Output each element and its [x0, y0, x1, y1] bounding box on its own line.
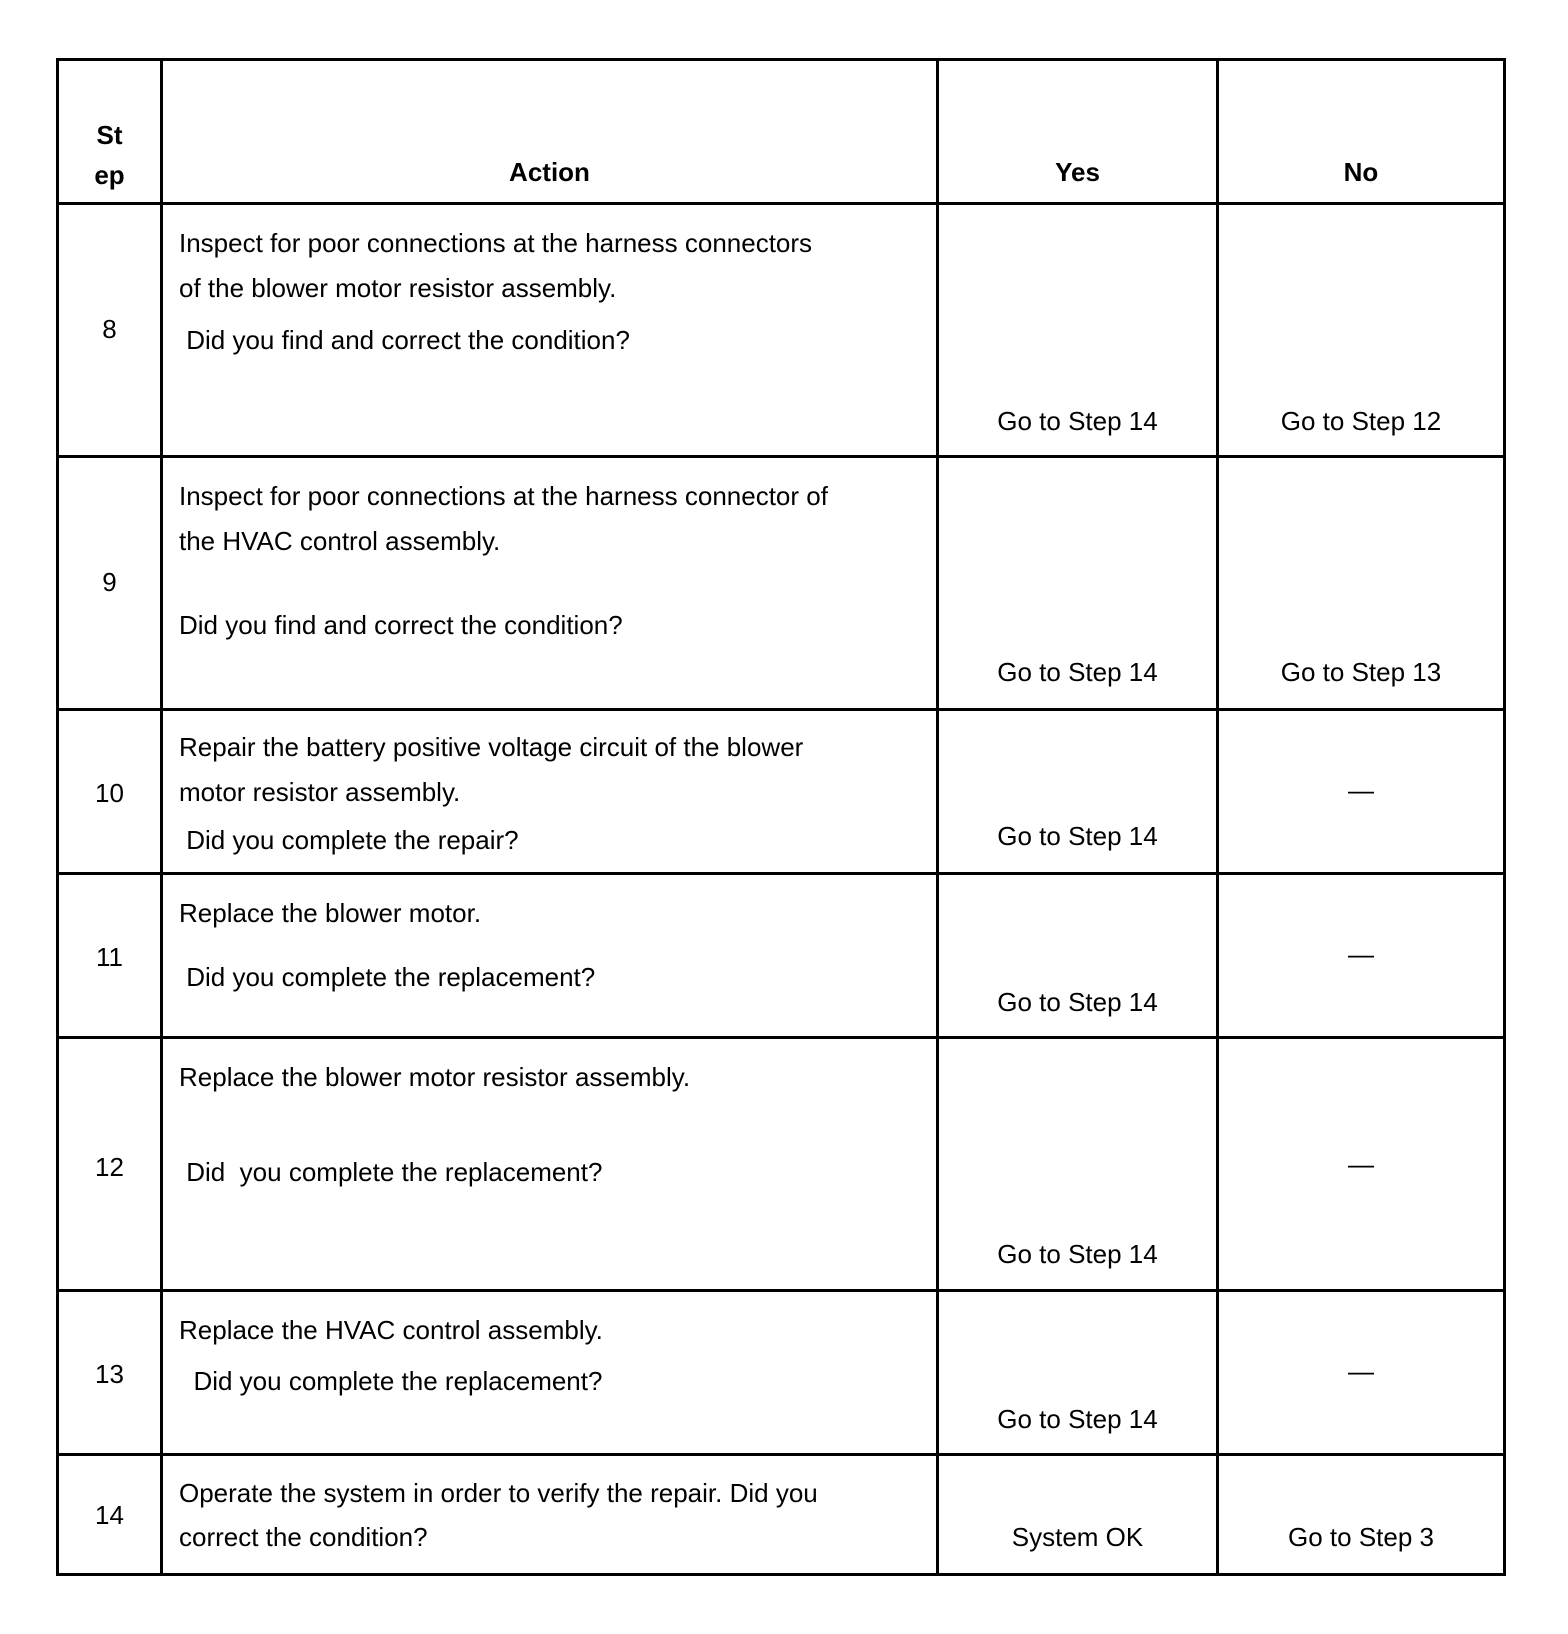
header-no-label: No	[1343, 157, 1379, 187]
no-result: Go to Step 13	[1280, 657, 1442, 687]
no-result: Go to Step 12	[1280, 406, 1442, 436]
table-row	[58, 710, 1505, 874]
action-text: of the blower motor resistor assembly.	[179, 273, 617, 303]
no-result-dash: —	[1348, 1356, 1374, 1386]
no-cell	[1218, 457, 1505, 710]
yes-result: Go to Step 14	[997, 406, 1158, 436]
yes-result: System OK	[1011, 1522, 1144, 1552]
action-text: Operate the system in order to verify the repair. Did you	[179, 1478, 818, 1508]
action-question: Did you complete the replacement?	[179, 1366, 603, 1396]
yes-result: Go to Step 14	[997, 821, 1158, 851]
no-result-dash: —	[1348, 1149, 1374, 1179]
step-number: 13	[95, 1359, 124, 1389]
table-header-row	[58, 60, 1505, 204]
action-cell	[162, 1291, 938, 1455]
action-cell	[162, 204, 938, 457]
action-text: the HVAC control assembly.	[179, 526, 501, 556]
no-cell	[1218, 1455, 1505, 1575]
action-cell	[162, 710, 938, 874]
step-number: 8	[102, 314, 117, 344]
step-cell	[58, 457, 162, 710]
action-text: motor resistor assembly.	[179, 777, 461, 807]
step-cell	[58, 1291, 162, 1455]
table-row	[58, 457, 1505, 710]
step-cell	[58, 874, 162, 1038]
action-text: Repair the battery positive voltage circuit of the blower	[179, 732, 804, 762]
step-number: 12	[95, 1152, 124, 1182]
header-yes-label: Yes	[1055, 157, 1100, 187]
header-action-label: Action	[509, 157, 590, 187]
step-cell	[58, 710, 162, 874]
step-number: 11	[96, 942, 123, 972]
yes-result: Go to Step 14	[997, 987, 1158, 1017]
no-cell	[1218, 874, 1505, 1038]
yes-cell	[938, 204, 1218, 457]
header-no	[1218, 60, 1505, 204]
yes-cell	[938, 457, 1218, 710]
header-step	[58, 60, 162, 204]
step-number: 14	[95, 1500, 124, 1530]
yes-cell	[938, 1291, 1218, 1455]
table-row	[58, 874, 1505, 1038]
no-cell	[1218, 204, 1505, 457]
action-cell	[162, 874, 938, 1038]
yes-cell	[938, 1455, 1218, 1575]
yes-result: Go to Step 14	[997, 1404, 1158, 1434]
table-row	[58, 1038, 1505, 1291]
no-cell	[1218, 710, 1505, 874]
step-number: 10	[95, 778, 124, 808]
action-question: Did you complete the replacement?	[179, 962, 596, 992]
no-result-dash: —	[1348, 775, 1374, 805]
no-cell	[1218, 1038, 1505, 1291]
yes-result: Go to Step 14	[997, 1239, 1158, 1269]
step-cell	[58, 1038, 162, 1291]
table-row	[58, 204, 1505, 457]
yes-cell	[938, 710, 1218, 874]
yes-cell	[938, 874, 1218, 1038]
diagnostic-table	[56, 58, 1506, 1576]
yes-cell	[938, 1038, 1218, 1291]
step-cell	[58, 1455, 162, 1575]
action-cell	[162, 1455, 938, 1575]
action-question: Did you find and correct the condition?	[179, 325, 630, 355]
action-text: Inspect for poor connections at the harness connectors	[179, 228, 813, 258]
step-cell	[58, 204, 162, 457]
no-result-dash: —	[1348, 939, 1374, 969]
action-text: correct the condition?	[179, 1522, 428, 1552]
yes-result: Go to Step 14	[997, 657, 1158, 687]
header-step-label: St ep	[94, 120, 125, 190]
action-text: Replace the HVAC control assembly.	[179, 1315, 603, 1345]
header-yes	[938, 60, 1218, 204]
table-row	[58, 1291, 1505, 1455]
action-text: Replace the blower motor resistor assembly.	[179, 1062, 691, 1092]
step-number: 9	[102, 567, 117, 597]
no-result: Go to Step 3	[1288, 1522, 1434, 1552]
action-question: Did you complete the replacement?	[179, 1157, 603, 1187]
action-text: Inspect for poor connections at the harness connector of	[179, 481, 828, 511]
action-question: Did you find and correct the condition?	[179, 610, 623, 640]
table-row	[58, 1455, 1505, 1575]
no-cell	[1218, 1291, 1505, 1455]
action-question: Did you complete the repair?	[179, 825, 519, 855]
action-cell	[162, 1038, 938, 1291]
action-text: Replace the blower motor.	[179, 898, 482, 928]
header-action	[162, 60, 938, 204]
action-cell	[162, 457, 938, 710]
